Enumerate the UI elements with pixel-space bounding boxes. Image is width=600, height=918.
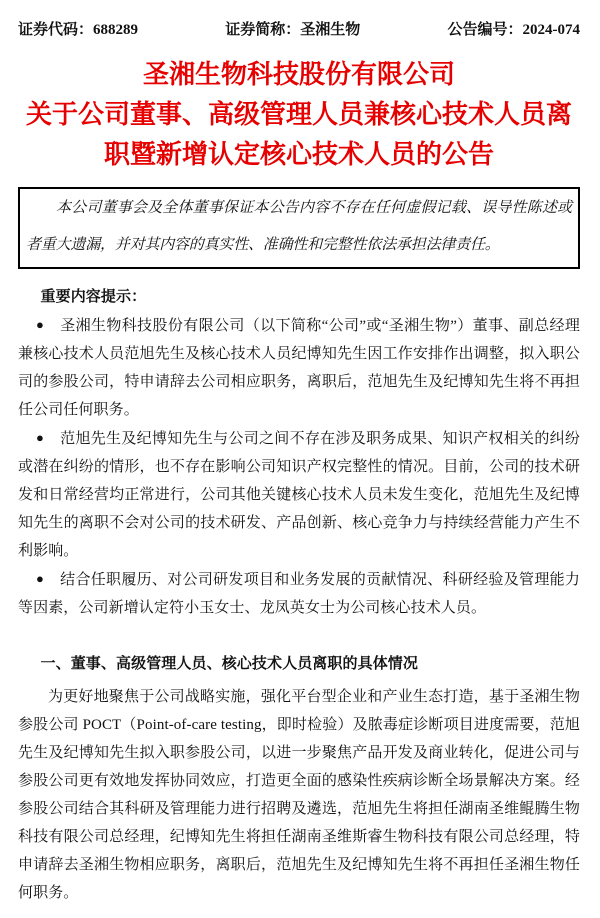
hint-bullet-2-text: 范旭先生及纪博知先生与公司之间不存在涉及职务成果、知识产权相关的纠纷或潜在纠纷的情形，也不存在影响公司知识产权完整性的情况。目前，公司的技术研发和日常经营均正常进行，公司其他关键核心技术人员未发生变化，范旭先生及纪博知先生的离职不会对公司的技术研发、产品创新、核心竞争力与持续经营能力产生不利影响。 [18,431,581,559]
hint-bullet-1-text: 圣湘生物科技股份有限公司（以下简称“公司”或“圣湘生物”）董事、副总经理兼核心技术人员范旭先生及核心技术人员纪博知先生因工作安排作出调整，拟入职公司的参股公司，特申请辞去公司相应职务，离职后，范旭先生及纪博知先生将不再担任公司任何职务。 [18,318,581,418]
disclaimer-text: 本公司董事会及全体董事保证本公告内容不存在任何虚假记载、误导性陈述或者重大遗漏，并对其内容的真实性、准确性和完整性依法承担法律责任。 [26,200,572,253]
hint-bullet-3 [18,565,580,622]
section-1-paragraph: 为更好地聚焦于公司战略实施，强化平台型企业和产业生态打造，基于圣湘生物参股公司 POCT（Point-of-care testing，即时检验）及脓毒症诊断项目进度需要，范旭先生及纪博知先生拟入职参股公司，以进一步聚焦产品开发及商业转化，促进公司与参股公司更有效地发挥协同效应，打造更全面的感染性疾病诊断全场景解决方案。经参股公司结合其科研及管理能力进行招聘及遴选，范旭先生将担任湖南圣维鲲腾生物科技有限公司总经理，纪博知先生将担任湖南圣维斯睿生物科技有限公司总经理，特申请辞去圣湘生物相应职务，离职后，范旭先生及纪博知先生将不再担任圣湘生物任何职务。 [18,689,580,901]
doc-header [18,20,580,40]
announcement-number: 公告编号：2024-074 [447,22,580,38]
hints-label: 重要内容提示： [40,289,147,305]
title-company: 圣湘生物科技股份有限公司 [142,59,455,89]
stock-code: 证券代码：688289 [18,22,139,38]
section-1-heading: 一、董事、高级管理人员、核心技术人员离职的具体情况 [40,656,419,672]
hint-bullet-2 [18,424,580,565]
disclaimer-box [18,187,580,269]
bullet-marker-icon: ● [36,430,45,445]
bullet-marker-icon: ● [36,317,45,332]
doc-title [18,54,580,174]
hint-bullet-3-text: 结合任职履历、对公司研发项目和业务发展的贡献情况、科研经验及管理能力等因素，公司新增认定符小玉女士、龙凤英女士为公司核心技术人员。 [18,572,581,616]
title-subject: 关于公司董事、高级管理人员兼核心技术人员离职暨新增认定核心技术人员的公告 [25,99,572,169]
bullet-marker-icon: ● [36,571,45,586]
stock-abbr: 证券简称：圣湘生物 [225,22,361,38]
hint-bullet-1 [18,311,580,424]
